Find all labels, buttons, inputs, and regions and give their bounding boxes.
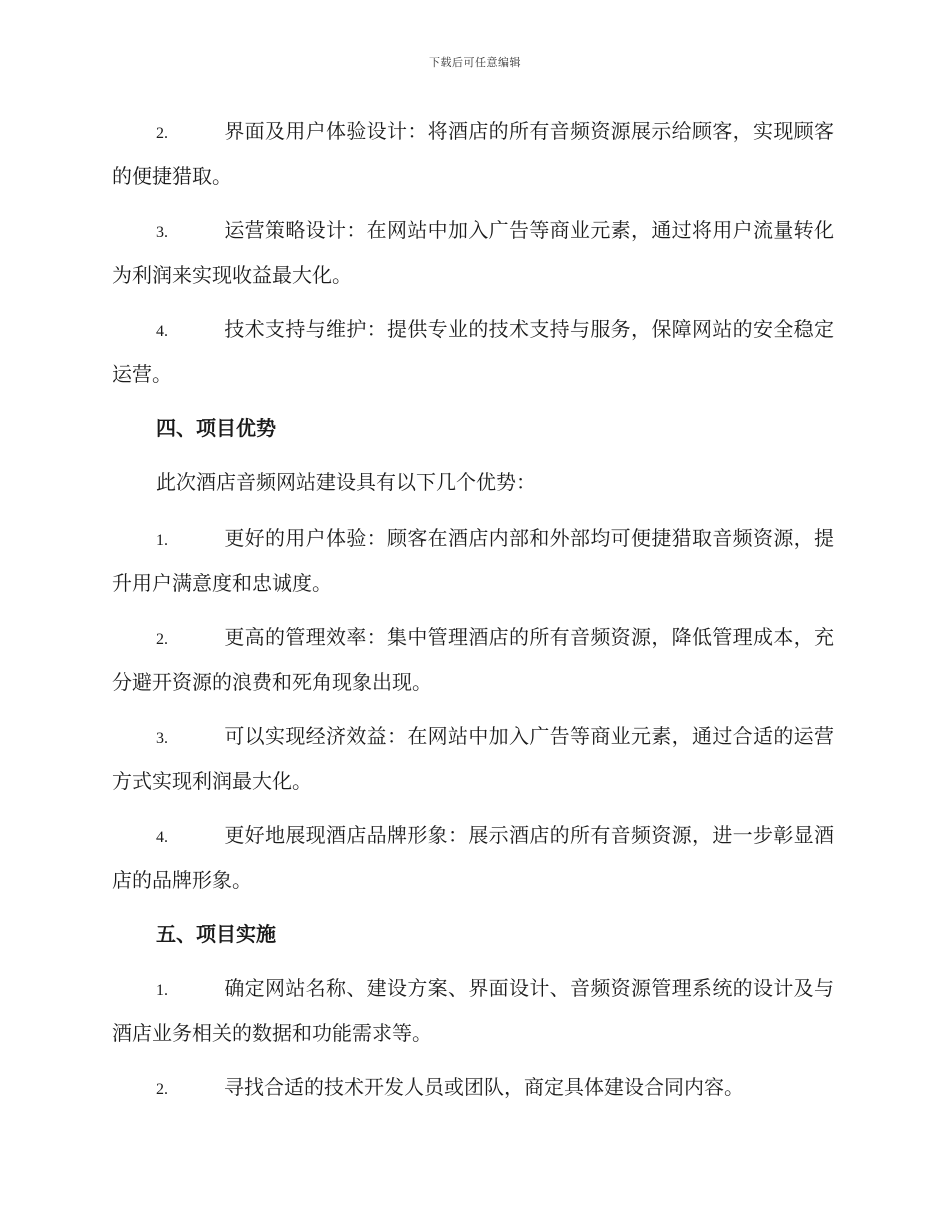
list-item-number: 2. (156, 125, 168, 142)
list-item-text: 确定网站名称、建设方案、界面设计、音频资源管理系统的设计及与酒店业务相关的数据和功能需求等。 (112, 976, 834, 1045)
list-item-number: 4. (156, 323, 168, 340)
list-item (112, 110, 834, 197)
list-item-number: 1. (156, 532, 168, 549)
list-item-text: 寻找合适的技术开发人员或团队，商定具体建设合同内容。 (224, 1075, 744, 1099)
list-item-text: 更高的管理效率：集中管理酒店的所有音频资源，降低管理成本，充分避开资源的浪费和死角现象出现。 (112, 625, 834, 694)
list-item-text: 可以实现经济效益：在网站中加入广告等商业元素，通过合适的运营方式实现利润最大化。 (112, 724, 834, 793)
list-item-number: 3. (156, 224, 168, 241)
list-item-number: 2. (156, 631, 168, 648)
list-item-number: 3. (156, 730, 168, 747)
list-item-number: 4. (156, 829, 168, 846)
section-heading: 五、项目实施 (156, 922, 276, 946)
list-item (112, 616, 834, 703)
page-header: 下载后可任意编辑 (429, 56, 521, 69)
list-item-text: 更好地展现酒店品牌形象：展示酒店的所有音频资源，进一步彰显酒店的品牌形象。 (112, 823, 834, 892)
list-item (112, 209, 834, 296)
list-item (112, 1066, 834, 1111)
list-item (112, 715, 834, 802)
paragraph: 此次酒店音频网站建设具有以下几个优势： (156, 470, 536, 494)
list-item-text: 技术支持与维护：提供专业的技术支持与服务，保障网站的安全稳定运营。 (112, 317, 834, 386)
list-item-text: 界面及用户体验设计：将酒店的所有音频资源展示给顾客，实现顾客的便捷猎取。 (112, 119, 834, 188)
list-item-text: 运营策略设计：在网站中加入广告等商业元素，通过将用户流量转化为利润来实现收益最大化。 (112, 218, 834, 287)
document-body (112, 110, 834, 1123)
list-item (112, 308, 834, 395)
list-item-number: 1. (156, 982, 168, 999)
list-item-text: 更好的用户体验：顾客在酒店内部和外部均可便捷猎取音频资源，提升用户满意度和忠诚度。 (112, 526, 834, 595)
section-heading: 四、项目优势 (156, 416, 276, 440)
list-item (112, 814, 834, 901)
list-item-number: 2. (156, 1081, 168, 1098)
list-item (112, 517, 834, 604)
list-item (112, 967, 834, 1054)
